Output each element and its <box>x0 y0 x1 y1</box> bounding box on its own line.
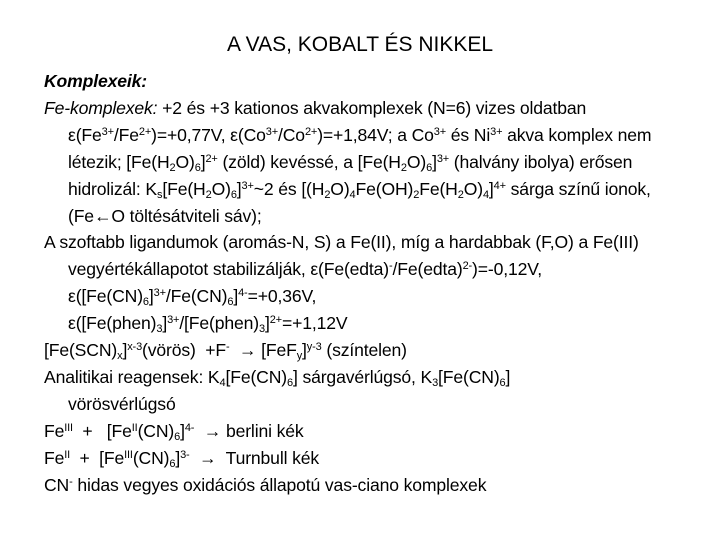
text-run: /Co <box>278 124 305 145</box>
text-run: ] <box>264 313 270 334</box>
text-run: ] sárgavérlúgsó, K <box>292 366 433 387</box>
subscript: 4 <box>349 188 356 201</box>
text-run: ~2 és [(H <box>253 178 325 199</box>
text-run: O) <box>211 178 231 199</box>
paragraph-fe-komplexek <box>44 95 692 230</box>
text-run: → berlini kék <box>194 420 304 441</box>
text-run: vörösvérlúgsó <box>68 393 176 414</box>
text-run: ] <box>505 366 511 387</box>
text-run: ] <box>162 313 168 334</box>
subscript: 6 <box>194 161 201 174</box>
paragraph-thiocyanate <box>44 337 692 364</box>
paragraph-ligandumok <box>44 229 692 337</box>
subscript: 6 <box>426 161 433 174</box>
paragraph-analitikai-reagensek <box>44 364 692 418</box>
text-run: ] <box>302 340 307 361</box>
text-run: (halvány ibolya) erősen hidrolizál: K <box>68 151 638 199</box>
superscript: 3- <box>180 448 190 461</box>
subscript: 3 <box>156 323 163 336</box>
text-run: és Ni <box>446 124 491 145</box>
text-run: Fe-komplexek: <box>44 97 158 118</box>
superscript: x-3 <box>127 341 143 354</box>
text-run: ] <box>180 420 185 441</box>
superscript: 3+ <box>490 125 503 138</box>
text-run: ] <box>148 286 154 307</box>
paragraph-ciano-komplexek <box>44 472 692 499</box>
text-run: sárga színű ionok, (Fe←O töltésátviteli sáv); <box>68 178 656 226</box>
text-run: )=+1,84V; a Co <box>317 124 434 145</box>
text-run: O) <box>406 151 427 172</box>
superscript: 3+ <box>153 287 166 300</box>
text-run: Komplexeik: <box>44 71 147 91</box>
text-run: → [FeF <box>229 340 297 361</box>
superscript: 2+ <box>304 125 318 138</box>
text-run: Fe(H <box>419 178 458 199</box>
subscript: 6 <box>230 188 237 201</box>
subscript: 2 <box>205 188 212 201</box>
slide-body <box>44 68 692 499</box>
text-run: O) <box>175 151 195 172</box>
text-run: +2 és +3 kationos akvakomplexek (N=6) vizes oldatban ε(Fe <box>68 97 591 145</box>
subscript: 2 <box>324 188 331 201</box>
subscript: 3 <box>258 323 265 336</box>
superscript: III <box>64 421 73 434</box>
superscript: 4- <box>184 421 195 434</box>
text-run: /Fe(CN) <box>165 286 228 307</box>
superscript: y-3 <box>306 341 322 354</box>
superscript: II <box>131 421 138 434</box>
subscript: 6 <box>227 296 234 309</box>
superscript: 3+ <box>241 179 254 192</box>
superscript: III <box>124 448 133 461</box>
text-run: (vörös) +F <box>142 340 226 361</box>
text-run: =+1,12V <box>281 313 348 334</box>
subscript: 6 <box>174 430 181 443</box>
subscript: 2 <box>169 161 176 174</box>
text-run: [Fe(H <box>162 178 206 199</box>
subscript: 2 <box>413 188 420 201</box>
paragraph-berlini-kek <box>44 418 692 445</box>
text-run: )=+0,77V, ε(Co <box>151 124 266 145</box>
paragraph-turnbull-kek <box>44 445 692 472</box>
text-run: ] <box>200 151 206 172</box>
superscript: 3+ <box>101 125 114 138</box>
superscript: II <box>64 448 71 461</box>
subscript: 2 <box>400 161 407 174</box>
text-run: /Fe <box>113 124 139 145</box>
text-run: Analitikai reagensek: K <box>44 366 220 387</box>
text-run: O) <box>463 178 483 199</box>
superscript: 4- <box>238 287 248 300</box>
subscript: 6 <box>169 457 176 470</box>
superscript: 2+ <box>138 125 152 138</box>
text-run: Fe <box>44 447 65 468</box>
text-run: ] <box>236 178 242 199</box>
subscript: x <box>117 350 123 363</box>
text-run: [Fe(CN) <box>438 366 500 387</box>
text-run: Fe(OH) <box>355 178 414 199</box>
text-run: hidas vegyes oxidációs állapotú vas-ciano komplexek <box>72 474 487 495</box>
text-run: Fe <box>44 420 65 441</box>
superscript: 3+ <box>436 152 450 165</box>
subscript: 6 <box>287 376 293 389</box>
text-run: [Fe(SCN) <box>44 340 118 361</box>
superscript: 3+ <box>167 314 180 327</box>
superscript: - <box>389 260 393 273</box>
text-run: akva komplex nem létezik; [Fe(H <box>68 124 657 172</box>
text-run: ] <box>233 286 239 307</box>
text-run: O) <box>330 178 350 199</box>
paragraph-komplexeik <box>44 68 692 95</box>
subscript: 4 <box>482 188 489 201</box>
subscript: 3 <box>432 376 439 389</box>
subscript: 6 <box>499 376 506 389</box>
superscript: 3+ <box>265 125 279 138</box>
subscript: 2 <box>457 188 464 201</box>
superscript: 2+ <box>269 314 282 327</box>
text-run: A szoftabb ligandumok (aromás-N, S) a Fe(II), míg a hardabbak (F,O) a Fe(III) vegyértékállapotot stabilizálják, ε(Fe(edta) <box>44 232 644 280</box>
text-run: → Turnbull kék <box>189 447 320 468</box>
text-run: (CN) <box>137 420 175 441</box>
text-run: =+0,36V, <box>247 286 317 307</box>
subscript: 4 <box>219 376 226 389</box>
text-run: /Fe(edta) <box>392 259 463 280</box>
subscript: y <box>296 350 303 363</box>
superscript: - <box>69 475 73 488</box>
text-run: ] <box>488 178 494 199</box>
subscript: s <box>157 188 163 201</box>
text-run: ε([Fe(phen) <box>68 313 157 334</box>
text-run: ] <box>432 151 437 172</box>
text-run: )=-0,12V, ε([Fe(CN) <box>68 259 547 307</box>
text-run: [Fe(CN) <box>225 366 287 387</box>
text-run: + [Fe <box>70 447 125 468</box>
subscript: 6 <box>142 296 149 309</box>
superscript: 4+ <box>493 179 506 192</box>
text-run: /[Fe(phen) <box>179 313 259 334</box>
text-run: (zöld) kevéssé, a [Fe(H <box>217 151 401 172</box>
slide-title: A VAS, KOBALT ÉS NIKKEL <box>226 33 494 56</box>
text-run: ] <box>175 447 181 468</box>
text-run: (színtelen) <box>321 340 407 361</box>
superscript: 2- <box>462 260 473 273</box>
superscript: 2+ <box>205 152 218 165</box>
superscript: - <box>225 341 230 354</box>
text-run: (CN) <box>132 447 170 468</box>
text-run: CN <box>44 474 70 495</box>
superscript: 3+ <box>433 125 447 138</box>
text-run: + [Fe <box>72 420 132 441</box>
text-run: ] <box>122 340 128 361</box>
